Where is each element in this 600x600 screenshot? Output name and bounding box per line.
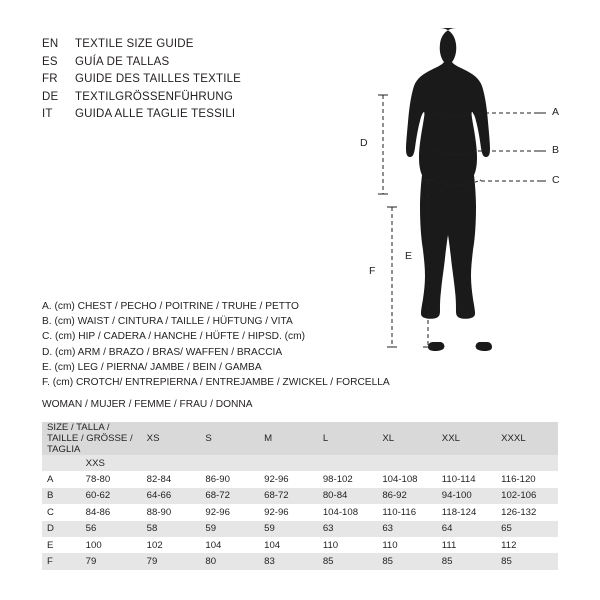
legend-item: B. (cm) WAIST / CINTURA / TAILLE / HÜFTUNG / VITA bbox=[42, 316, 293, 328]
table-col-header: S bbox=[201, 422, 260, 455]
table-cell: 64 bbox=[438, 521, 497, 537]
table-cell: 59 bbox=[201, 521, 260, 537]
legend-item: D. (cm) ARM / BRAZO / BRAS/ WAFFEN / BRACCIA bbox=[42, 346, 283, 358]
row-label: B bbox=[42, 488, 82, 504]
table-corner-cell bbox=[42, 455, 82, 471]
table-cell: 104-108 bbox=[378, 471, 437, 487]
table-cell: 104 bbox=[201, 537, 260, 553]
table-row bbox=[42, 488, 558, 504]
table-cell: 84-86 bbox=[82, 504, 143, 520]
table-cell: 102-106 bbox=[497, 488, 558, 504]
table-cell: 100 bbox=[82, 537, 143, 553]
table-cell: 118-124 bbox=[438, 504, 497, 520]
legend-item: E. (cm) LEG / PIERNA/ JAMBE / BEIN / GAMBA bbox=[42, 361, 262, 373]
table-cell: 102 bbox=[143, 537, 202, 553]
table-cell: 92-96 bbox=[201, 504, 260, 520]
table-cell: 92-96 bbox=[260, 471, 319, 487]
figure-label-b: B bbox=[552, 144, 560, 156]
title-text: GUIDE DES TAILLES TEXTILE bbox=[75, 73, 242, 85]
row-label: A bbox=[42, 471, 82, 487]
table-cell: 92-96 bbox=[260, 504, 319, 520]
table-cell: 85 bbox=[319, 553, 378, 569]
table-col-header: XXL bbox=[438, 422, 497, 455]
row-label: E bbox=[42, 537, 82, 553]
figure-label-e: E bbox=[405, 250, 413, 262]
table-subheader-row bbox=[42, 455, 558, 471]
title-text: TEXTILE SIZE GUIDE bbox=[75, 38, 194, 50]
table-cell: 63 bbox=[319, 521, 378, 537]
table-cell: 88-90 bbox=[143, 504, 202, 520]
table-col-header-spacer bbox=[260, 455, 319, 471]
table-row bbox=[42, 504, 558, 520]
table-cell: 82-84 bbox=[143, 471, 202, 487]
title-row bbox=[42, 56, 342, 74]
table-cell: 104-108 bbox=[319, 504, 378, 520]
table-header-row bbox=[42, 422, 558, 455]
table-col-header-spacer bbox=[378, 455, 437, 471]
table-cell: 110-116 bbox=[378, 504, 437, 520]
table-col-header-spacer bbox=[143, 455, 202, 471]
figure-label-a: A bbox=[552, 106, 560, 118]
table-cell: 68-72 bbox=[260, 488, 319, 504]
row-label: F bbox=[42, 553, 82, 569]
table-col-header-spacer bbox=[319, 455, 378, 471]
table-cell: 68-72 bbox=[201, 488, 260, 504]
table-cell: 78-80 bbox=[82, 471, 143, 487]
table-cell: 79 bbox=[143, 553, 202, 569]
title-block bbox=[42, 38, 342, 126]
table-cell: 80-84 bbox=[319, 488, 378, 504]
table-cell: 64-66 bbox=[143, 488, 202, 504]
table-row bbox=[42, 537, 558, 553]
figure-label-f: F bbox=[369, 265, 376, 277]
table-row bbox=[42, 553, 558, 569]
gender-note: WOMAN / MUJER / FEMME / FRAU / DONNA bbox=[42, 399, 253, 410]
legend-item: F. (cm) CROTCH/ ENTREPIERNA / ENTREJAMBE / ZWICKEL / FORCELLA bbox=[42, 376, 390, 388]
table-row bbox=[42, 521, 558, 537]
title-lang-code: IT bbox=[42, 108, 53, 120]
table-col-header: XS bbox=[143, 422, 202, 455]
title-text: GUÍA DE TALLAS bbox=[75, 55, 170, 68]
figure-label-d: D bbox=[360, 137, 368, 149]
table-cell: 85 bbox=[497, 553, 558, 569]
table-cell: 56 bbox=[82, 521, 143, 537]
table-cell: 80 bbox=[201, 553, 260, 569]
table-cell: 86-92 bbox=[378, 488, 437, 504]
table-cell: 58 bbox=[143, 521, 202, 537]
table-cell: 60-62 bbox=[82, 488, 143, 504]
legend-item: A. (cm) CHEST / PECHO / POITRINE / TRUHE / PETTO bbox=[42, 301, 299, 312]
title-row bbox=[42, 73, 342, 91]
table-row bbox=[42, 471, 558, 487]
table-col-header: XL bbox=[378, 422, 437, 455]
table-cell: 59 bbox=[260, 521, 319, 537]
table-cell: 85 bbox=[438, 553, 497, 569]
table-cell: 85 bbox=[378, 553, 437, 569]
table-cell: 110-114 bbox=[438, 471, 497, 487]
legend-block bbox=[42, 299, 462, 390]
title-lang-code: EN bbox=[42, 38, 59, 50]
table-col-header-spacer bbox=[201, 455, 260, 471]
table-cell: 110 bbox=[378, 537, 437, 553]
table-cell: 112 bbox=[497, 537, 558, 553]
title-text: TEXTILGRÖSSENFÜHRUNG bbox=[75, 90, 233, 103]
table-cell: 65 bbox=[497, 521, 558, 537]
table-cell: 98-102 bbox=[319, 471, 378, 487]
title-lang-code: FR bbox=[42, 73, 58, 85]
table-header-label: SIZE / TALLA / TAILLE / GRÖSSE / TAGLIA bbox=[42, 422, 143, 455]
table-col-header-spacer bbox=[497, 455, 558, 471]
table-cell: 94-100 bbox=[438, 488, 497, 504]
row-label: D bbox=[42, 521, 82, 537]
table-cell: 116-120 bbox=[497, 471, 558, 487]
table-col-header-spacer bbox=[438, 455, 497, 471]
table-cell: 79 bbox=[82, 553, 143, 569]
figure-label-c: C bbox=[552, 174, 560, 186]
title-row bbox=[42, 91, 342, 109]
table-cell: 110 bbox=[319, 537, 378, 553]
table-col-header: L bbox=[319, 422, 378, 455]
table-cell: 63 bbox=[378, 521, 437, 537]
table-cell: 83 bbox=[260, 553, 319, 569]
legend-item: C. (cm) HIP / CADERA / HANCHE / HÜFTE / HIPSD. (cm) bbox=[42, 331, 306, 343]
table-cell: 86-90 bbox=[201, 471, 260, 487]
table-cell: 104 bbox=[260, 537, 319, 553]
table-col-header: XXS bbox=[82, 455, 143, 471]
table-cell: 111 bbox=[438, 537, 497, 553]
title-row bbox=[42, 38, 342, 56]
row-label: C bbox=[42, 504, 82, 520]
title-row bbox=[42, 108, 342, 126]
title-text: GUIDA ALLE TAGLIE TESSILI bbox=[75, 108, 236, 120]
size-table bbox=[42, 422, 558, 570]
table-cell: 126-132 bbox=[497, 504, 558, 520]
title-lang-code: DE bbox=[42, 90, 59, 103]
table-col-header: XXXL bbox=[497, 422, 558, 455]
table-col-header: M bbox=[260, 422, 319, 455]
title-lang-code: ES bbox=[42, 55, 58, 68]
